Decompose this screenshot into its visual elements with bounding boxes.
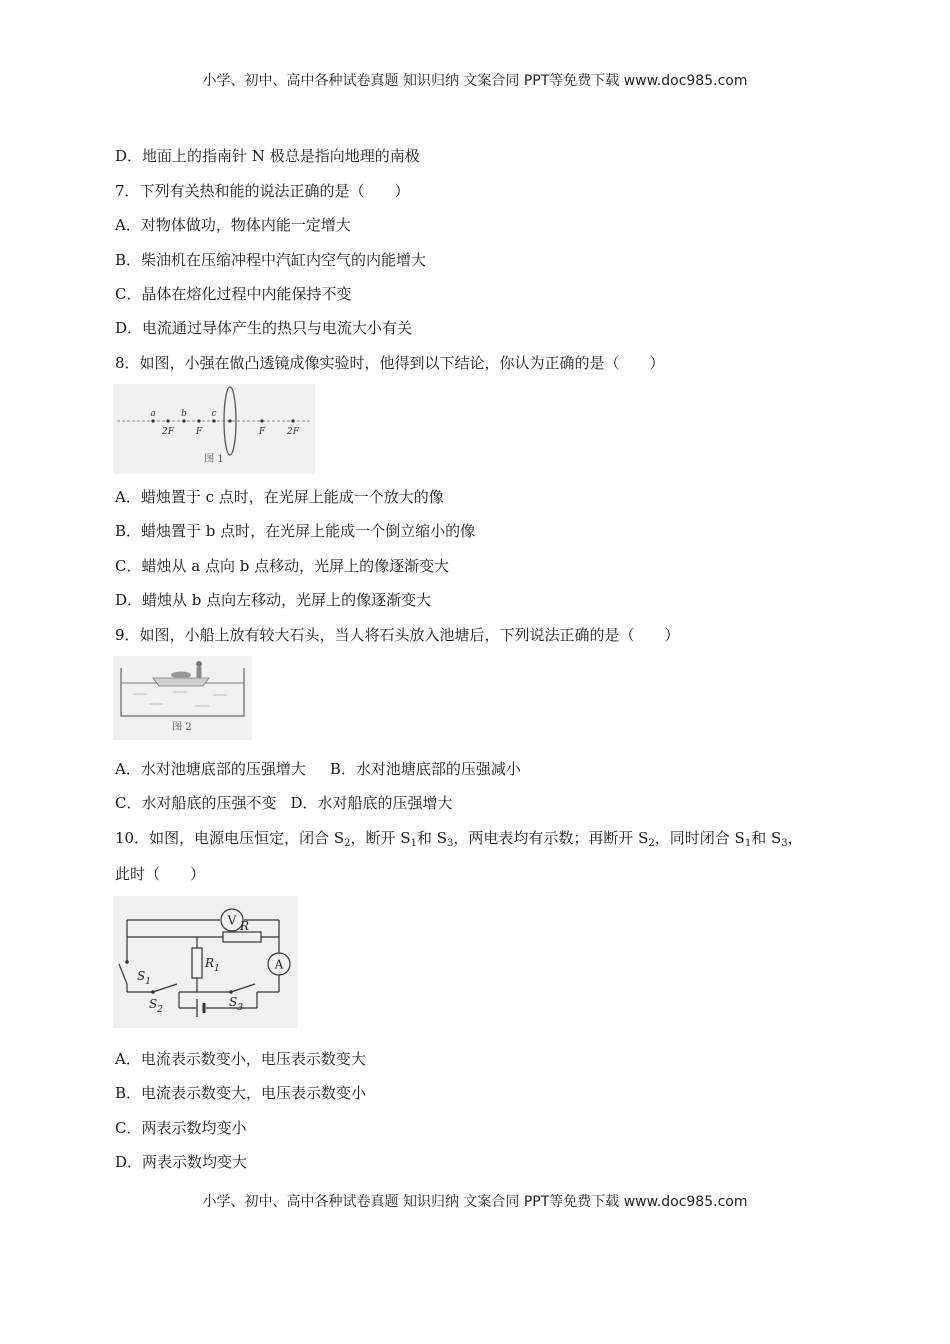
q10-stem: 10．如图，电源电压恒定，闭合 $S_2$，断开 $S_1$和 $S_3$，两电表均有示数；再断开 $S_2$，同时闭合 $S_1$和 $S_3$，: [115, 829, 803, 849]
q9-options-row-2: [115, 793, 453, 813]
page-header: 小学、初中、高中各种试卷真题 知识归纳 文案合同 PPT等免费下载 www.doc985.com: [202, 73, 748, 89]
point-2f-right-dot: [291, 419, 294, 422]
q6-option-d: D．地面上的指南针 N 极总是指向地理的南极: [115, 147, 420, 165]
point-2f-left-dot: [166, 419, 169, 422]
boat: [153, 678, 209, 686]
q9-option-d: D．水对船底的压强增大: [290, 794, 453, 812]
q7-option-a: A．对物体做功，物体内能一定增大: [115, 216, 351, 234]
label-b: b: [181, 409, 187, 419]
q7-option-b: B．柴油机在压缩冲程中汽缸内空气的内能增大: [115, 251, 427, 269]
stone: [171, 672, 191, 679]
voltmeter-label: V: [227, 913, 237, 928]
figure-2-caption: 图 2: [172, 722, 192, 733]
label-c: c: [211, 409, 217, 419]
q8-option-d: D．蜡烛从 b 点向左移动，光屏上的像逐渐变大: [115, 591, 432, 609]
ammeter-label: A: [274, 957, 284, 972]
label-2f-left: 2F: [162, 427, 174, 437]
q9-option-c: C．水对船底的压强不变: [115, 794, 277, 812]
resistor-r1-label: $R_1$: [205, 956, 220, 974]
q10-option-b: B．电流表示数变大，电压表示数变小: [115, 1084, 367, 1102]
point-f-right-dot: [260, 419, 263, 422]
q9-option-a: A．水对池塘底部的压强增大: [115, 760, 306, 778]
figure-1-caption: 图 1: [204, 454, 224, 465]
q10-option-c: C．两表示数均变小: [115, 1119, 247, 1137]
q10-stem-continued: 此时（ ）: [115, 865, 206, 883]
point-c-dot: [212, 419, 215, 422]
label-a: a: [150, 409, 156, 419]
q9-options-row-1: [115, 759, 521, 779]
q8-option-a: A．蜡烛置于 c 点时，在光屏上能成一个放大的像: [115, 488, 444, 506]
q10-option-d: D．两表示数均变大: [115, 1153, 248, 1171]
point-a-dot: [151, 419, 154, 422]
switch-s1-label: $S_1$: [137, 969, 151, 987]
person-body: [197, 667, 202, 678]
label-2f-right: 2F: [287, 427, 299, 437]
point-b-dot: [182, 419, 185, 422]
point-f-left-dot: [197, 419, 200, 422]
q8-stem: 8．如图，小强在做凸透镜成像实验时，他得到以下结论，你认为正确的是（ ）: [115, 354, 665, 372]
label-f-right: F: [258, 427, 266, 437]
switch-s2-label: $S_2$: [149, 997, 163, 1015]
q7-stem: 7．下列有关热和能的说法正确的是（ ）: [115, 182, 410, 200]
q8-figure-lens: [113, 384, 315, 474]
q9-figure-pond: [113, 656, 252, 740]
resistor-r-label: R: [240, 919, 250, 933]
q7-option-c: C．晶体在熔化过程中内能保持不变: [115, 285, 352, 303]
person-head: [196, 661, 202, 667]
q9-stem: 9．如图，小船上放有较大石头，当人将石头放入池塘后，下列说法正确的是（ ）: [115, 626, 680, 644]
label-f-left: F: [195, 427, 203, 437]
switch-s3-label: $S_3$: [229, 995, 243, 1013]
q8-option-b: B．蜡烛置于 b 点时，在光屏上能成一个倒立缩小的像: [115, 522, 476, 540]
q8-option-c: C．蜡烛从 a 点向 b 点移动，光屏上的像逐渐变大: [115, 557, 450, 575]
q10-figure-circuit: [113, 896, 298, 1028]
page-footer: 小学、初中、高中各种试卷真题 知识归纳 文案合同 PPT等免费下载 www.doc985.com: [202, 1194, 748, 1210]
q9-option-b: B．水对池塘底部的压强减小: [329, 760, 521, 778]
q10-option-a: A．电流表示数变小，电压表示数变大: [115, 1050, 366, 1068]
lens-center-dot: [228, 419, 231, 422]
q7-option-d: D．电流通过导体产生的热只与电流大小有关: [115, 319, 413, 337]
